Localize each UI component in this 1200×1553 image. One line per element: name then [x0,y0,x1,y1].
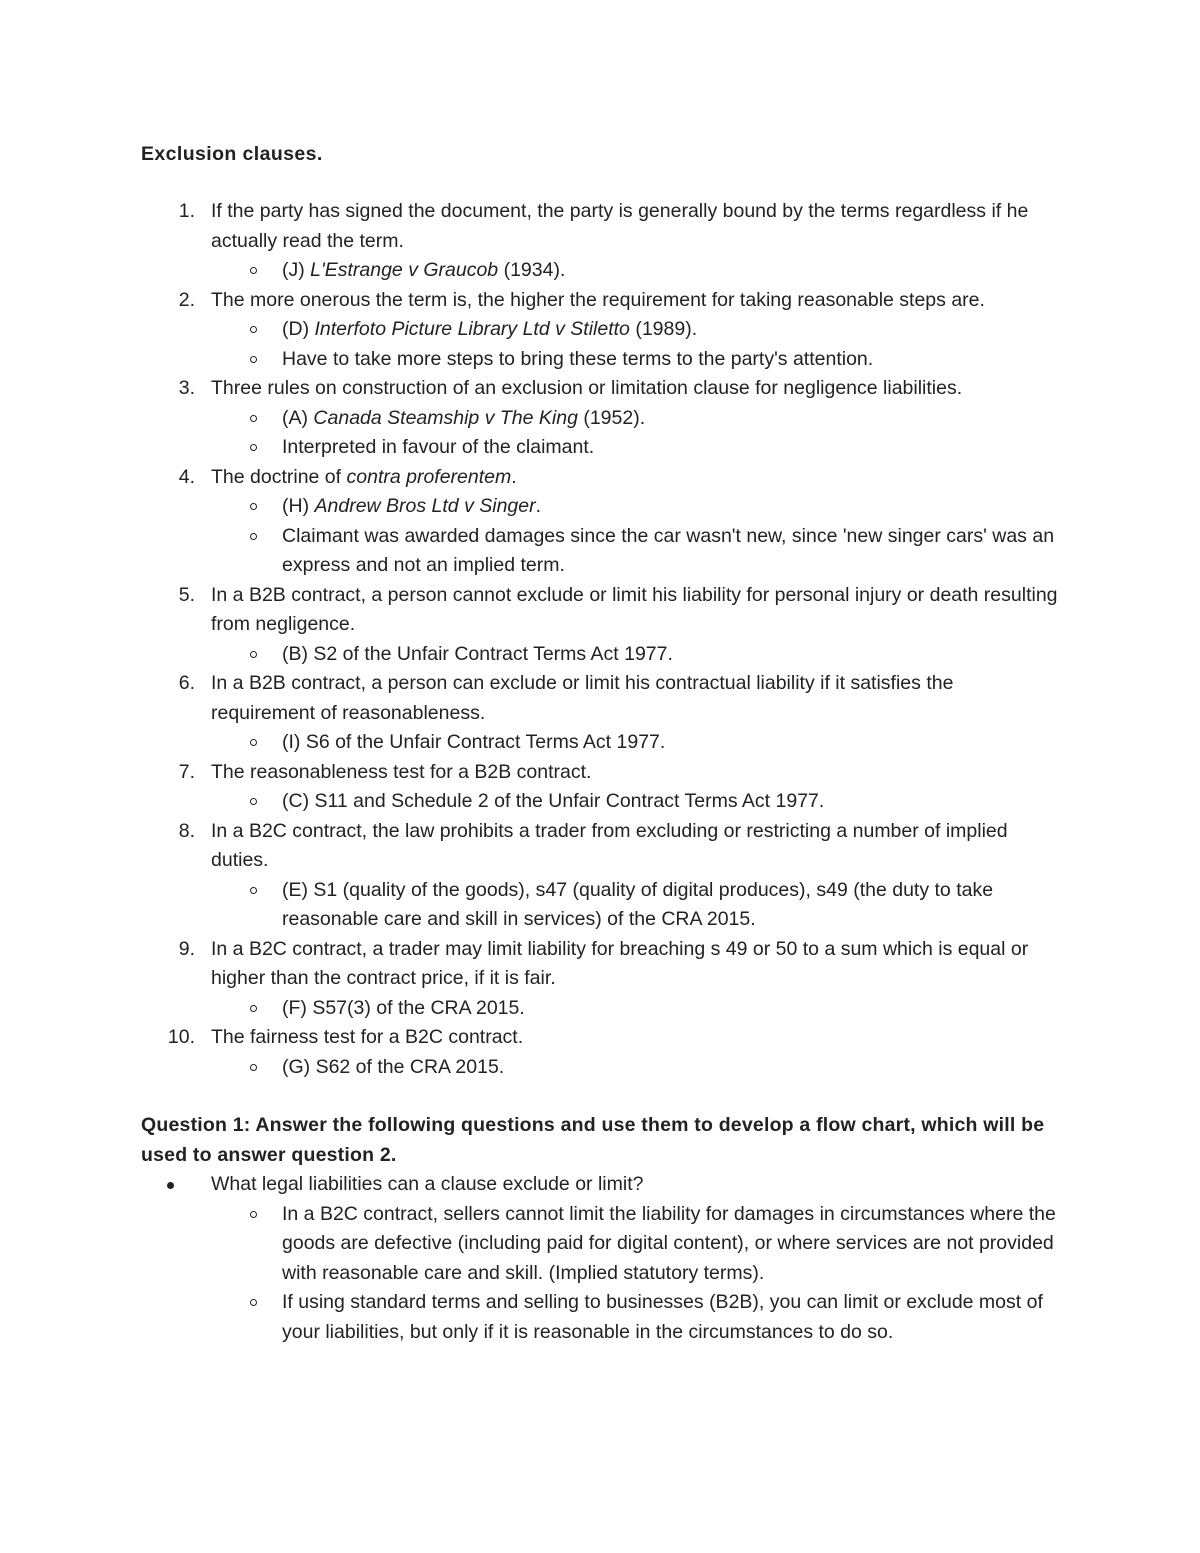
hollow-bullet-icon [250,533,257,540]
sub-list [211,404,1061,463]
sub-list [211,492,1061,581]
sub-list-item: (H) Andrew Bros Ltd v Singer. [211,492,1061,522]
list-number: 9. [178,937,195,960]
hollow-bullet-icon [250,1211,257,1218]
filled-bullet-icon [167,1182,174,1189]
case-name: Andrew Bros Ltd v Singer [314,495,536,517]
hollow-bullet-icon [250,887,257,894]
list-number: 6. [178,672,195,694]
hollow-bullet-icon [250,739,257,746]
answer-sub-list [211,1200,1061,1348]
hollow-bullet-icon [250,651,257,658]
list-item-text: The more onerous the term is, the higher the requirement for taking reasonable steps are. [211,288,985,311]
question-heading: Question 1: Answer the following questions and use them to develop a flow chart, which will be used to answer question 2. [141,1114,1045,1166]
sub-list-item: (A) Canada Steamship v The King (1952). [211,404,1061,434]
list-item-text: In a B2C contract, a trader may limit liability for breaching s 49 or 50 to a sum which is equal or higher than the contract price, if it is fair. [211,937,1029,989]
question-text: What legal liabilities can a clause exclude or limit? [211,1173,644,1195]
sub-list-item: (E) S1 (quality of the goods), s47 (quality of digital produces), s49 (the duty to take reasonable care and skill in services) of the CRA 2015. [211,876,1061,935]
latin-term: contra proferentem [346,465,512,488]
sub-list-item: (C) S11 and Schedule 2 of the Unfair Contract Terms Act 1977. [211,787,1061,817]
sub-list-item: Have to take more steps to bring these terms to the party's attention. [211,345,1061,375]
list-item [141,286,1061,375]
sub-list [211,728,1061,758]
list-number: 5. [178,583,195,606]
sub-list-item: (G) S62 of the CRA 2015. [211,1053,1061,1083]
list-item-text: If the party has signed the document, the party is generally bound by the terms regardless if he actually read the term. [211,200,1029,252]
list-item-text: The reasonableness test for a B2B contract. [211,760,592,783]
sub-list-item: (J) L'Estrange v Graucob (1934). [211,256,1061,286]
hollow-bullet-icon [250,1005,257,1012]
list-item [141,1023,1061,1082]
sub-list-item: Claimant was awarded damages since the car wasn't new, since 'new singer cars' was an express and not an implied term. [211,522,1061,581]
hollow-bullet-icon [250,356,257,363]
case-name: L'Estrange v Graucob [310,259,499,281]
list-number: 1. [178,200,195,222]
list-item [141,197,1061,286]
list-number: 10. [167,1026,195,1048]
case-name: Interfoto Picture Library Ltd v Stiletto [314,318,630,340]
list-number: 8. [178,819,195,842]
sub-list [211,787,1061,817]
case-name: Canada Steamship v The King [313,406,578,429]
hollow-bullet-icon [250,267,257,274]
list-item: 4. The doctrine of contra proferentem. (H) Andrew Bros Ltd v Singer. Claimant was awarded damages since the car wasn't new, since 'new singer cars' was an express and not an implied term. [141,463,1061,581]
sub-list [211,994,1061,1024]
list-number: 7. [178,760,195,783]
list-item [141,669,1061,758]
list-item-text: In a B2B contract, a person can exclude or limit his contractual liability if it satisfies the requirement of reasonableness. [211,672,954,724]
list-number: 4. [178,465,195,488]
list-item-text: Three rules on construction of an exclusion or limitation clause for negligence liabilities. [211,377,963,399]
sub-list [211,256,1061,286]
list-number: 2. [178,288,195,311]
list-item-text: In a B2C contract, the law prohibits a trader from excluding or restricting a number of implied duties. [211,819,1008,871]
list-item [141,935,1061,1024]
hollow-bullet-icon [250,1299,257,1306]
sub-list-item: (F) S57(3) of the CRA 2015. [211,994,1061,1024]
sub-list-item: Interpreted in favour of the claimant. [211,433,1061,463]
sub-list-item: (B) S2 of the Unfair Contract Terms Act 1977. [211,640,1061,670]
answer-item: If using standard terms and selling to businesses (B2B), you can limit or exclude most of your liabilities, but only if it is reasonable in the circumstances to do so. [211,1288,1061,1347]
sub-list [211,876,1061,935]
sub-list [211,640,1061,670]
list-item [141,758,1061,817]
list-number: 3. [178,377,195,399]
answer-item: In a B2C contract, sellers cannot limit the liability for damages in circumstances where the goods are defective (including paid for digital content), or where services are not provided with reasonable care and skill. (Implied statutory terms). [211,1200,1061,1289]
list-item [141,817,1061,935]
sub-list-item: (I) S6 of the Unfair Contract Terms Act 1977. [211,728,1061,758]
sub-list [211,1053,1061,1083]
question-bullet-list [141,1170,1061,1347]
list-item [141,581,1061,670]
hollow-bullet-icon [250,503,257,510]
sub-list-item: (D) Interfoto Picture Library Ltd v Stiletto (1989). [211,315,1061,345]
hollow-bullet-icon [250,1064,257,1071]
hollow-bullet-icon [250,415,257,422]
list-item-text: In a B2B contract, a person cannot exclude or limit his liability for personal injury or death resulting from negligence. [211,583,1058,635]
document-heading: Exclusion clauses. [141,143,323,165]
list-item-text: The fairness test for a B2C contract. [211,1026,524,1048]
question-bullet-item [141,1170,1061,1347]
hollow-bullet-icon [250,798,257,805]
exclusion-rules-list [141,197,1061,1082]
document-content [141,139,1061,1347]
hollow-bullet-icon [250,326,257,333]
list-item [141,374,1061,463]
hollow-bullet-icon [250,444,257,451]
sub-list [211,315,1061,374]
